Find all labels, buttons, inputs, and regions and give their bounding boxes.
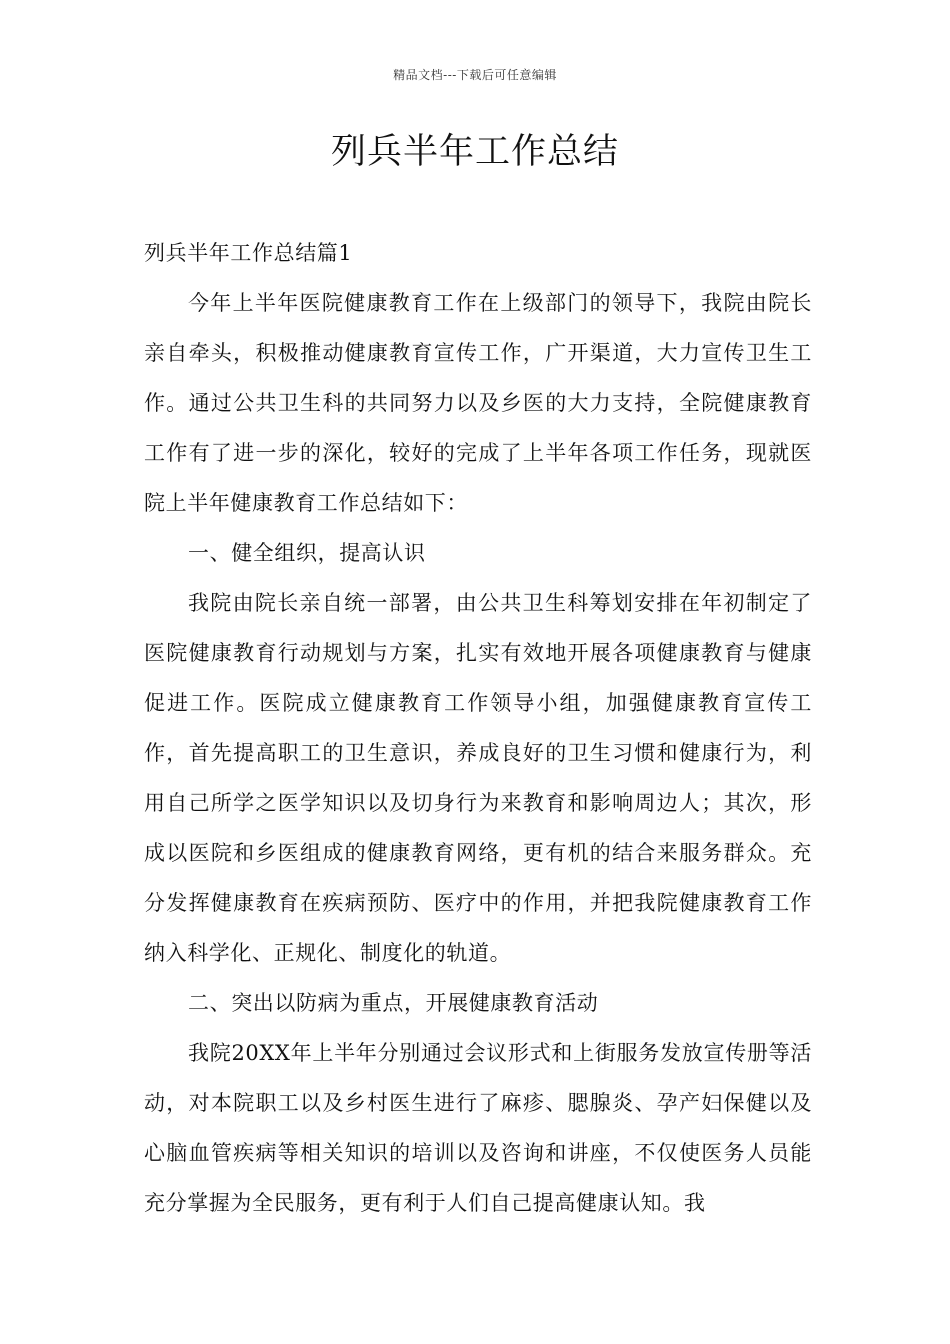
paragraph: 今年上半年医院健康教育工作在上级部门的领导下，我院由院长亲自牵头，积极推动健康教育宣传工作，广开渠道，大力宣传卫生工作。通过公共卫生科的共同努力以及乡医的大力支持，全院健康教育工作有了进一步的深化，较好的完成了上半年各项工作任务，现就医院上半年健康教育工作总结如下： <box>144 291 812 515</box>
subheading: 一、健全组织，提高认识 <box>188 541 426 565</box>
header-note: 精品文档---下载后可任意编辑 <box>393 68 557 82</box>
document-body <box>144 228 812 1228</box>
paragraph: 我院20XX年上半年分别通过会议形式和上街服务发放宣传册等活动，对本院职工以及乡村医生进行了麻疹、腮腺炎、孕产妇保健以及心脑血管疾病等相关知识的培训以及咨询和讲座，不仅使医务人员能充分掌握为全民服务，更有利于人们自己提高健康认知。我 <box>144 1041 812 1215</box>
subheading: 二、突出以防病为重点，开展健康教育活动 <box>188 991 599 1015</box>
section-heading: 列兵半年工作总结篇1 <box>144 241 353 265</box>
document-title: 列兵半年工作总结 <box>330 132 619 172</box>
paragraph: 我院由院长亲自统一部署，由公共卫生科筹划安排在年初制定了医院健康教育行动规划与方案，扎实有效地开展各项健康教育与健康促进工作。医院成立健康教育工作领导小组，加强健康教育宣传工作，首先提高职工的卫生意识，养成良好的卫生习惯和健康行为，利用自己所学之医学知识以及切身行为来教育和影响周边人；其次，形成以医院和乡医组成的健康教育网络，更有机的结合来服务群众。充分发挥健康教育在疾病预防、医疗中的作用，并把我院健康教育工作纳入科学化、正规化、制度化的轨道。 <box>144 591 812 965</box>
